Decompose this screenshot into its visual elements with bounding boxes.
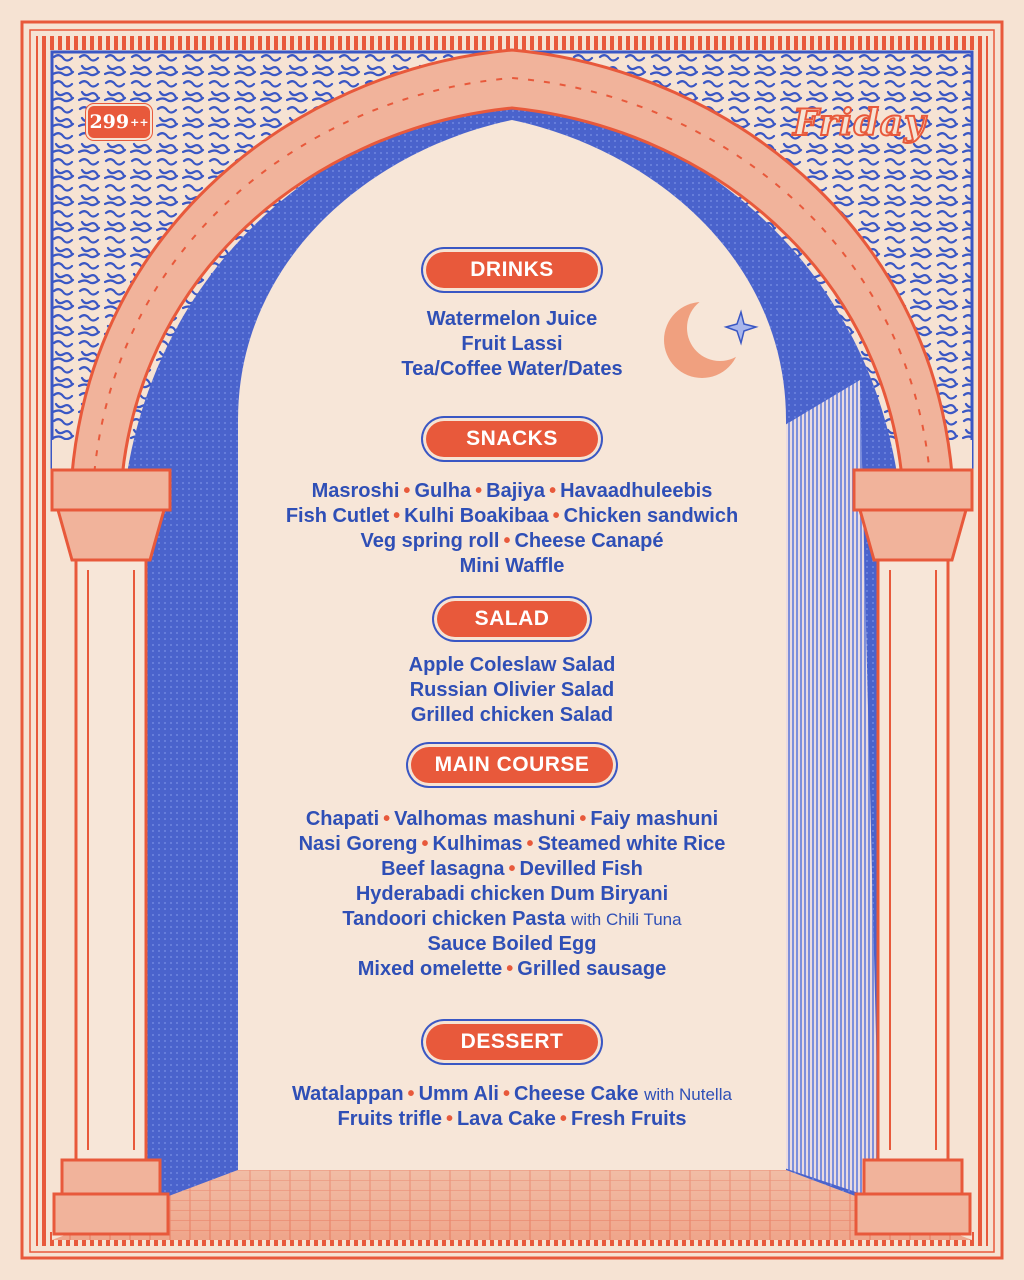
price-badge: [88, 106, 150, 138]
list-item: Umm Ali: [418, 1083, 499, 1105]
price-suffix: ++: [130, 116, 149, 129]
list-item: Chicken sandwich: [563, 505, 739, 527]
list-item: Havaadhuleebis: [560, 480, 713, 502]
list-item: Watalappan: [292, 1083, 404, 1105]
list-item: Beef lasagna: [381, 858, 505, 880]
list-line: Mixed omelette • Grilled sausage: [357, 958, 667, 980]
list-item: Fruit Lassi: [461, 333, 563, 355]
list-line: Beef lasagna • Devilled Fish: [381, 858, 643, 880]
list-line: Masroshi • Gulha • Bajiya • Havaadhuleebis: [311, 480, 713, 502]
list-item: Grilled chicken Salad: [410, 704, 614, 726]
snacks-heading: SNACKS: [426, 421, 598, 457]
list-item: Watermelon Juice: [426, 308, 598, 330]
list-item-note: with Chili Tuna: [571, 910, 682, 929]
list-item: Steamed white Rice: [537, 833, 726, 855]
list-line: [190, 932, 834, 957]
dessert-list: [190, 1082, 834, 1132]
list-item: Sauce Boiled Egg: [427, 933, 597, 955]
list-item: Faiy mashuni: [590, 808, 719, 830]
main-course-heading: MAIN COURSE: [411, 747, 613, 783]
drinks-list: [190, 307, 834, 382]
list-line: [190, 554, 834, 579]
drinks-heading: DRINKS: [426, 252, 598, 288]
list-item: Mini Waffle: [459, 555, 565, 577]
snacks-list: [190, 479, 834, 579]
list-item: Gulha: [414, 480, 472, 502]
list-item: Nasi Goreng: [298, 833, 418, 855]
list-line: [190, 882, 834, 907]
list-item: Fish Cutlet: [285, 505, 390, 527]
list-item: Cheese Cake: [513, 1083, 639, 1105]
list-line: Watalappan • Umm Ali • Cheese Cake with Nutella: [292, 1083, 732, 1105]
list-item: Apple Coleslaw Salad: [408, 654, 616, 676]
list-item: Hyderabadi chicken Dum Biryani: [355, 883, 669, 905]
price-value: 299: [89, 111, 130, 133]
list-item: Mixed omelette: [357, 958, 503, 980]
list-line: Nasi Goreng • Kulhimas • Steamed white Rice: [298, 833, 726, 855]
day-label: Friday: [793, 102, 926, 144]
list-item: Masroshi: [311, 480, 400, 502]
list-item: Fresh Fruits: [570, 1108, 687, 1130]
list-item: Veg spring roll: [360, 530, 500, 552]
list-line: Chapati • Valhomas mashuni • Faiy mashuni: [305, 808, 719, 830]
list-item: Kulhi Boakibaa: [404, 505, 549, 527]
list-line: Veg spring roll • Cheese Canapé: [360, 530, 664, 552]
list-item: Chapati: [305, 808, 380, 830]
salad-list: [190, 653, 834, 728]
list-item: Grilled sausage: [517, 958, 667, 980]
list-line: Fish Cutlet • Kulhi Boakibaa • Chicken sandwich: [285, 505, 739, 527]
main-course-list: [190, 807, 834, 982]
dessert-heading: DESSERT: [426, 1024, 598, 1060]
list-item: Cheese Canapé: [514, 530, 664, 552]
list-item: Valhomas mashuni: [394, 808, 576, 830]
list-item: Kulhimas: [432, 833, 523, 855]
list-item: Fruits trifle: [337, 1108, 442, 1130]
list-item: Devilled Fish: [519, 858, 643, 880]
list-item: Lava Cake: [456, 1108, 556, 1130]
list-item: Russian Olivier Salad: [409, 679, 615, 701]
salad-heading: SALAD: [437, 601, 587, 637]
list-item: Tea/Coffee Water/Dates: [401, 358, 623, 380]
list-item: Tandoori chicken Pasta: [342, 908, 566, 930]
list-item-note: with Nutella: [644, 1085, 732, 1104]
list-line: Fruits trifle • Lava Cake • Fresh Fruits: [337, 1108, 687, 1130]
list-line: [190, 907, 834, 932]
list-item: Bajiya: [486, 480, 546, 502]
